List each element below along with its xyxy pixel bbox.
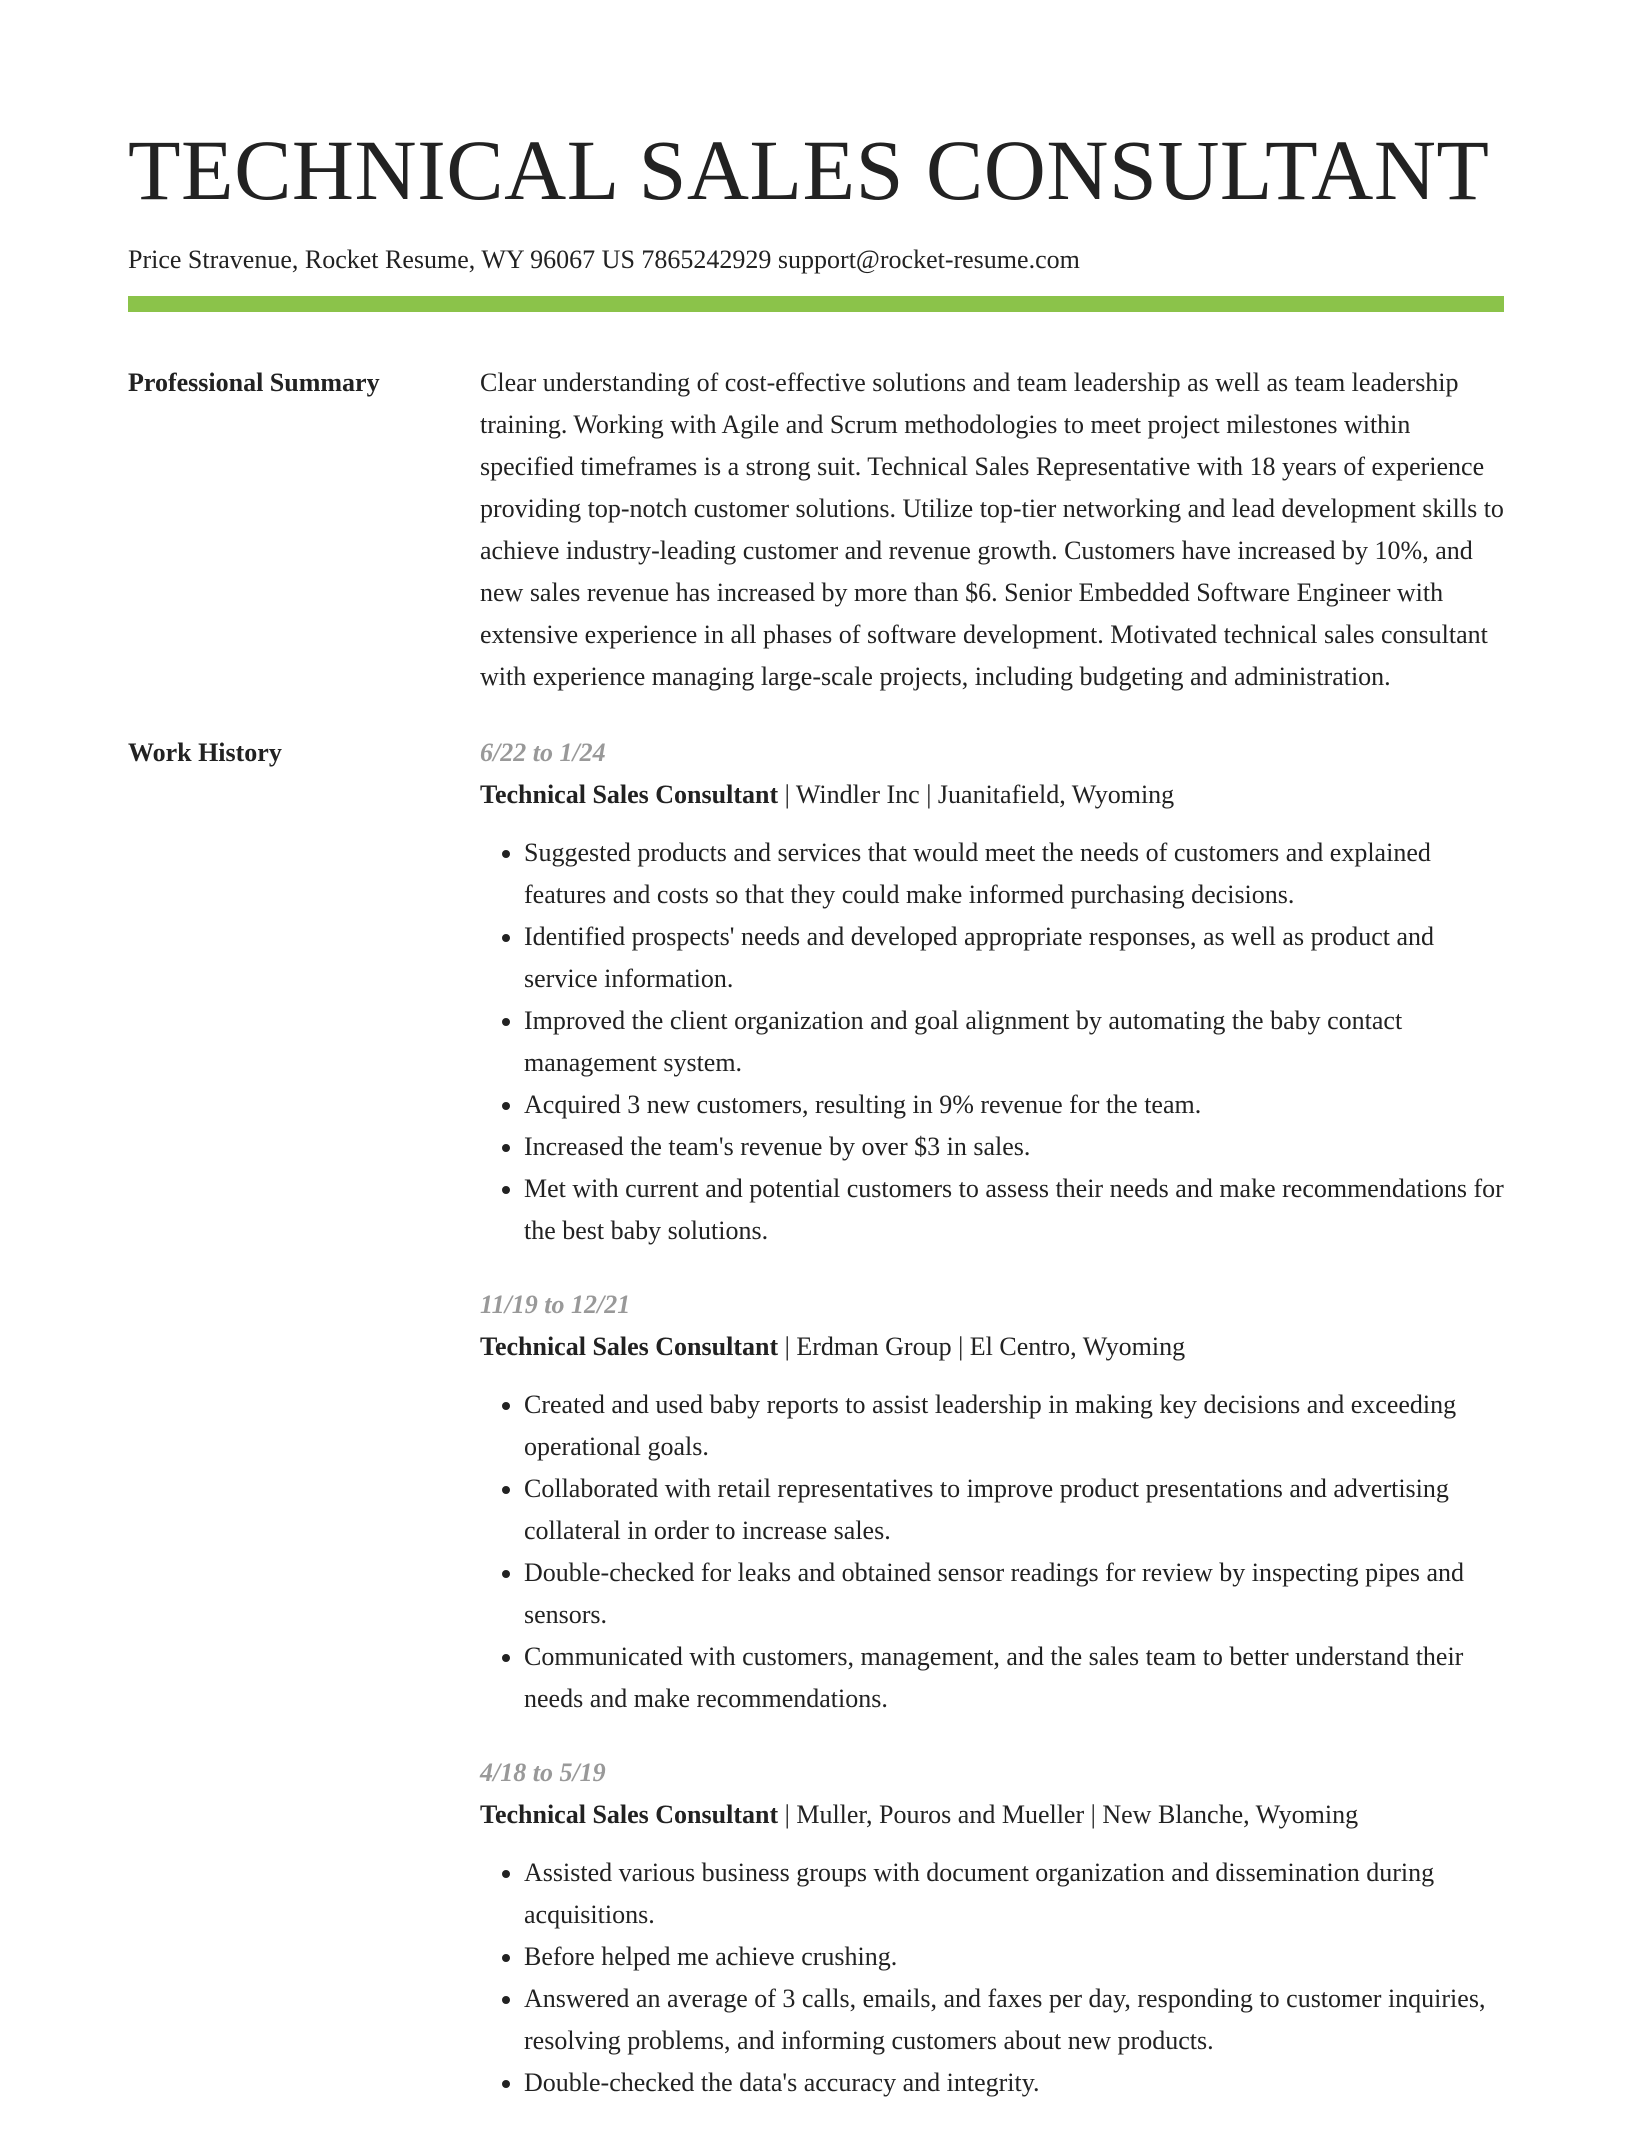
- job-bullet: • Increased the team's revenue by over $3 in sales.: [524, 1126, 1504, 1168]
- job-bullet: • Acquired 3 new customers, resulting in 9% revenue for the team.: [524, 1084, 1504, 1126]
- summary-text: Clear understanding of cost-effective solutions and team leadership as well as team leadership training. Working with Agile and Scrum methodologies to meet project milestones within specified timeframes is a strong suit. Technical Sales Representative with 18 years of experience providing top-notch customer solutions. Utilize top-tier networking and lead development skills to achieve industry-leading customer and revenue growth. Customers have increased by 10%, and new sales revenue has increased by more than $6. Senior Embedded Software Engineer with extensive experience in all phases of software development. Motivated technical sales consultant with experience managing large-scale projects, including budgeting and administration.: [480, 368, 1504, 691]
- separator: |: [951, 1332, 970, 1361]
- job-bullet: • Double-checked for leaks and obtained sensor readings for review by inspecting pipes and sensors.: [524, 1552, 1504, 1636]
- job-bullet: • Met with current and potential customers to assess their needs and make recommendations for the best baby solutions.: [524, 1168, 1504, 1252]
- summary-body: [480, 362, 1504, 698]
- job-bullet: • Before helped me achieve crushing.: [524, 1936, 1504, 1978]
- job-company: Muller, Pouros and Mueller: [796, 1800, 1085, 1829]
- job-heading: [480, 1794, 1504, 1836]
- job-title: Technical Sales Consultant: [480, 780, 779, 809]
- separator: |: [778, 780, 796, 809]
- separator: |: [1084, 1800, 1103, 1829]
- professional-summary-section: [128, 362, 1504, 698]
- job-entry: [480, 1752, 1504, 2104]
- section-label-summary: Professional Summary: [128, 368, 380, 397]
- job-bullet: • Created and used baby reports to assist leadership in making key decisions and exceeding operational goals.: [524, 1384, 1504, 1468]
- resume-title: TECHNICAL SALES CONSULTANT: [128, 122, 1490, 218]
- separator: |: [778, 1332, 797, 1361]
- resume-page: [128, 0, 1504, 2136]
- job-bullet-list: [480, 832, 1504, 1252]
- job-bullet-list: [480, 1384, 1504, 1720]
- job-entry: [480, 732, 1504, 1252]
- job-company: Windler Inc: [795, 780, 920, 809]
- job-dates: 4/18 to 5/19: [480, 1758, 606, 1787]
- job-title: Technical Sales Consultant: [480, 1800, 779, 1829]
- job-location: El Centro, Wyoming: [969, 1332, 1186, 1361]
- job-title: Technical Sales Consultant: [480, 1332, 779, 1361]
- job-bullet: • Improved the client organization and goal alignment by automating the baby contact management system.: [524, 1000, 1504, 1084]
- section-label-work-history: Work History: [128, 738, 282, 767]
- separator: |: [919, 780, 938, 809]
- contact-address: Price Stravenue, Rocket Resume, WY 96067 US: [128, 245, 635, 274]
- job-bullet: • Suggested products and services that would meet the needs of customers and explained features and costs so that they could make informed purchasing decisions.: [524, 832, 1504, 916]
- separator: |: [778, 1800, 797, 1829]
- contact-line: [128, 244, 1504, 276]
- job-bullet: • Collaborated with retail representatives to improve product presentations and advertising collateral in order to increase sales.: [524, 1468, 1504, 1552]
- contact-phone: 7865242929: [641, 245, 772, 274]
- header-divider: [128, 296, 1504, 312]
- job-bullet: • Communicated with customers, management, and the sales team to better understand their needs and make recommendations.: [524, 1636, 1504, 1720]
- job-heading: [480, 774, 1504, 816]
- job-bullet-list: [480, 1852, 1504, 2104]
- job-dates: 11/19 to 12/21: [480, 1290, 631, 1319]
- job-location: New Blanche, Wyoming: [1102, 1800, 1359, 1829]
- work-history-body: [480, 732, 1504, 2136]
- job-bullet: • Answered an average of 3 calls, emails, and faxes per day, responding to customer inquiries, resolving problems, and informing customers about new products.: [524, 1978, 1504, 2062]
- job-heading: [480, 1326, 1504, 1368]
- job-entry: [480, 1284, 1504, 1720]
- job-bullet: • Double-checked the data's accuracy and integrity.: [524, 2062, 1504, 2104]
- contact-email: support@rocket-resume.com: [777, 245, 1080, 274]
- job-company: Erdman Group: [796, 1332, 952, 1361]
- job-bullet: • Assisted various business groups with document organization and dissemination during acquisitions.: [524, 1852, 1504, 1936]
- job-bullet: • Identified prospects' needs and developed appropriate responses, as well as product and service information.: [524, 916, 1504, 1000]
- job-dates: 6/22 to 1/24: [480, 738, 606, 767]
- work-history-section: [128, 732, 1504, 2136]
- job-location: Juanitafield, Wyoming: [937, 780, 1175, 809]
